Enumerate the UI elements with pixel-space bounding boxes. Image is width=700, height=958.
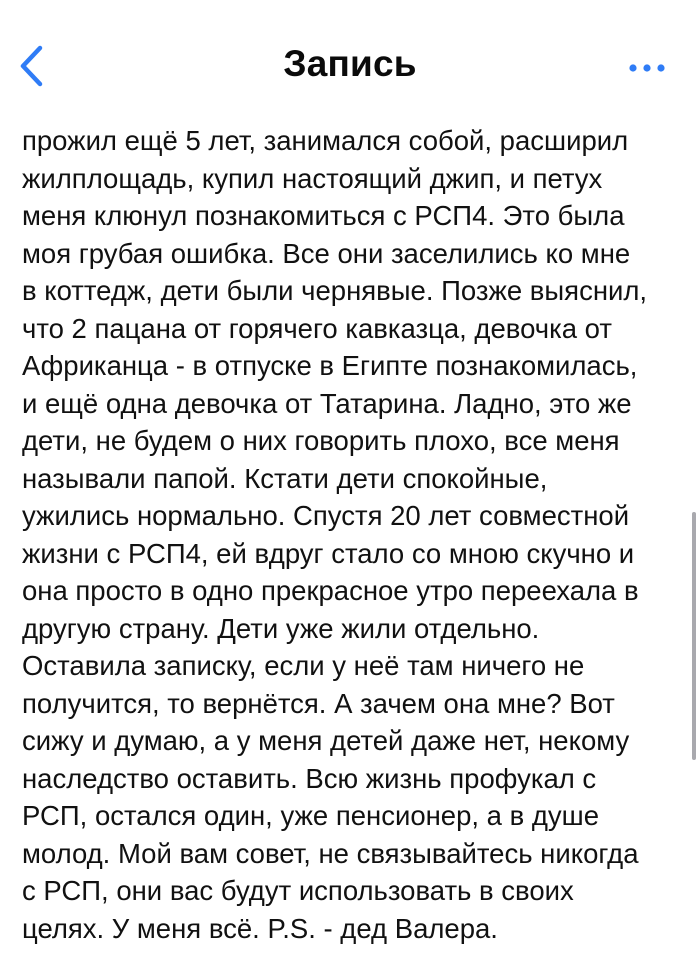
post-text-line: ужились нормально. Спустя 20 лет совместной — [22, 500, 630, 531]
post-text-line: она просто в одно прекрасное утро переехала в — [22, 575, 639, 606]
post-text-line: целях. У меня всё. P.S. - дед Валера. — [22, 912, 498, 944]
post-text-line: в коттедж, дети были чернявые. Позже выяснил, — [22, 275, 648, 306]
post-text-line: меня клюнул познакомиться с РСП4. Это была — [22, 200, 625, 231]
post-text-line: Оставила записку, если у неё там ничего не — [22, 650, 585, 681]
post-text-line: молод. Мой вам совет, не связывайтесь никогда — [22, 837, 639, 869]
post-text-line: получится, то вернётся. А зачем она мне? Вот — [22, 687, 615, 719]
post-text-line: дети, не будем о них говорить плохо, все меня — [22, 425, 620, 456]
post-text-line: прожил ещё 5 лет, занимался собой, расширил — [22, 125, 629, 156]
post-text-line: моя грубая ошибка. Все они заселились ко мне — [22, 237, 631, 269]
post-text-line: и ещё одна девочка от Татарина. Ладно, это же — [22, 387, 632, 419]
post-text-line: с РСП, они вас будут использовать в своих — [22, 875, 574, 906]
more-options-button[interactable] — [626, 56, 670, 80]
post-text-line: жилплощадь, купил настоящий джип, и петух — [22, 162, 603, 194]
post-text-line: что 2 пацана от горячего кавказца, девочка от — [22, 312, 612, 344]
post-text-line: называли папой. Кстати дети спокойные, — [22, 462, 548, 494]
top-navigation-bar — [0, 0, 700, 118]
post-text-line: другую страну. Дети уже жили отдельно. — [22, 612, 540, 644]
post-text-line: наследство оставить. Всю жизнь профукал с — [22, 762, 597, 794]
post-text-line: жизни с РСП4, ей вдруг стало со мною скучно и — [22, 537, 635, 569]
post-text-line: Африканца - в отпуске в Египте познакомилась, — [22, 350, 638, 381]
ellipsis-icon — [626, 56, 670, 80]
post-body — [22, 122, 682, 947]
post-text-line: РСП, остался один, уже пенсионер, а в душе — [22, 800, 600, 831]
page-title: Запись — [283, 43, 417, 84]
post-text-line: сижу и думаю, а у меня детей даже нет, некому — [22, 725, 630, 756]
vertical-scrollbar[interactable] — [692, 512, 696, 760]
